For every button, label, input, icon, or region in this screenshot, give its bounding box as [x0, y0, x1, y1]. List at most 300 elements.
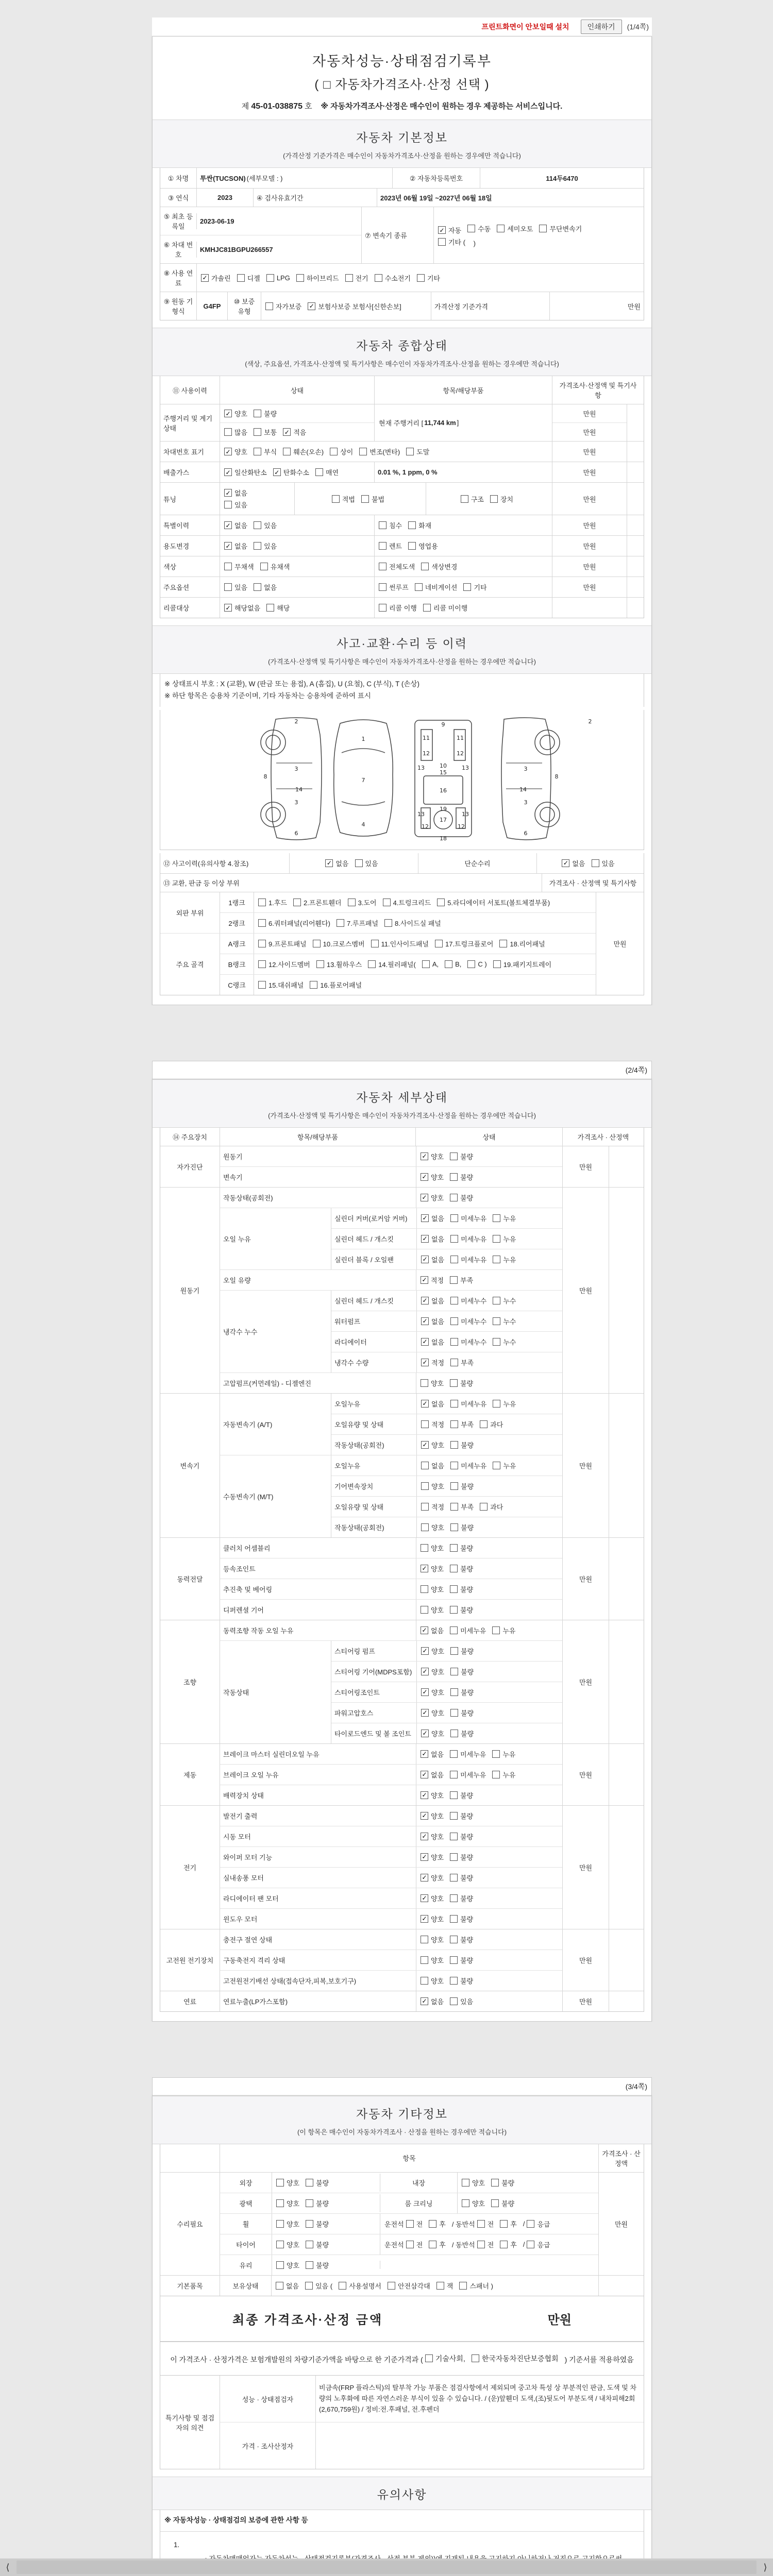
checkbox-unchecked-icon[interactable] [480, 1503, 488, 1511]
checkbox-option[interactable] [421, 1234, 444, 1244]
checkbox-unchecked-icon[interactable] [435, 940, 443, 947]
checkbox-option[interactable] [493, 959, 551, 969]
checkbox-unchecked-icon[interactable] [493, 1214, 500, 1222]
checkbox-unchecked-icon[interactable] [527, 2220, 534, 2228]
checkbox-unchecked-icon[interactable] [436, 2282, 444, 2290]
checkbox-unchecked-icon[interactable] [254, 583, 261, 591]
checkbox-option[interactable] [224, 603, 260, 613]
checkbox-option[interactable] [493, 1255, 516, 1264]
checkbox-option[interactable] [421, 1337, 444, 1347]
checkbox-unchecked-icon[interactable] [450, 1709, 458, 1717]
checkbox-option[interactable] [258, 959, 310, 969]
checkbox-unchecked-icon[interactable] [371, 940, 379, 947]
checkbox-unchecked-icon[interactable] [379, 563, 386, 570]
checkbox-checked-icon[interactable]: ✓ [421, 1833, 428, 1840]
checkbox-unchecked-icon[interactable] [450, 1647, 458, 1655]
checkbox-option[interactable] [450, 1749, 486, 1759]
checkbox-option[interactable] [266, 603, 290, 613]
checkbox-unchecked-icon[interactable] [421, 563, 429, 570]
checkbox-option[interactable] [224, 427, 247, 437]
checkbox-unchecked-icon[interactable] [429, 2241, 436, 2248]
checkbox-option[interactable] [379, 603, 417, 613]
checkbox-unchecked-icon[interactable] [276, 2261, 284, 2269]
checkbox-option[interactable] [450, 1955, 473, 1965]
checkbox-option[interactable] [492, 1625, 515, 1635]
checkbox-unchecked-icon[interactable] [450, 1214, 458, 1222]
checkbox-unchecked-icon[interactable] [450, 1256, 458, 1263]
checkbox-option[interactable] [406, 2219, 423, 2229]
checkbox-unchecked-icon[interactable] [408, 542, 416, 550]
checkbox-option[interactable] [421, 1358, 444, 1367]
checkbox-unchecked-icon[interactable] [421, 1606, 428, 1614]
checkbox-option[interactable] [421, 562, 457, 571]
checkbox-option[interactable] [450, 1172, 473, 1182]
checkbox-unchecked-icon[interactable] [276, 2179, 284, 2187]
checkbox-option[interactable] [224, 409, 247, 418]
checkbox-option[interactable] [421, 1749, 444, 1759]
checkbox-unchecked-icon[interactable] [379, 542, 386, 550]
checkbox-unchecked-icon[interactable] [337, 919, 344, 927]
checkbox-unchecked-icon[interactable] [462, 2179, 469, 2187]
checkbox-unchecked-icon[interactable] [491, 2199, 499, 2207]
checkbox-unchecked-icon[interactable] [450, 1977, 458, 1985]
checkbox-unchecked-icon[interactable] [330, 448, 338, 455]
checkbox-option[interactable] [306, 2178, 329, 2188]
checkbox-unchecked-icon[interactable] [527, 2241, 534, 2248]
checkbox-unchecked-icon[interactable] [305, 2282, 313, 2290]
checkbox-option[interactable] [450, 1316, 486, 1326]
checkbox-unchecked-icon[interactable] [375, 274, 382, 282]
checkbox-option[interactable] [421, 1955, 444, 1965]
checkbox-option[interactable] [450, 1378, 473, 1388]
checkbox-unchecked-icon[interactable] [437, 899, 445, 906]
checkbox-unchecked-icon[interactable] [492, 1750, 500, 1758]
checkbox-option[interactable] [539, 224, 582, 233]
checkbox-option[interactable] [450, 1543, 473, 1553]
checkbox-option[interactable] [450, 1625, 486, 1635]
checkbox-option[interactable] [421, 1605, 444, 1615]
checkbox-option[interactable] [421, 1213, 444, 1223]
checkbox-option[interactable] [421, 1522, 444, 1532]
checkbox-option[interactable] [493, 1461, 516, 1470]
checkbox-unchecked-icon[interactable] [450, 1565, 458, 1572]
checkbox-option[interactable] [224, 541, 247, 551]
checkbox-unchecked-icon[interactable] [450, 1235, 458, 1243]
checkbox-option[interactable] [450, 1914, 473, 1924]
checkbox-unchecked-icon[interactable] [293, 899, 301, 906]
checkbox-unchecked-icon[interactable] [421, 1977, 428, 1985]
checkbox-option[interactable] [450, 1976, 473, 1986]
checkbox-option[interactable] [355, 858, 378, 868]
checkbox-option[interactable] [592, 858, 615, 868]
scroll-left-icon[interactable]: ⟨ [6, 2562, 10, 2572]
checkbox-option[interactable] [450, 1255, 486, 1264]
checkbox-unchecked-icon[interactable] [477, 2220, 485, 2228]
checkbox-option[interactable] [450, 1481, 474, 1491]
horizontal-scrollbar[interactable] [0, 2558, 773, 2576]
checkbox-unchecked-icon[interactable] [265, 302, 273, 310]
checkbox-option[interactable] [254, 447, 277, 456]
checkbox-option[interactable] [461, 494, 484, 504]
checkbox-unchecked-icon[interactable] [422, 960, 430, 968]
checkbox-option[interactable] [421, 1378, 444, 1388]
checkbox-option[interactable] [421, 1893, 444, 1903]
checkbox-option[interactable] [421, 1255, 444, 1264]
checkbox-option[interactable] [421, 1564, 444, 1573]
checkbox-option[interactable] [450, 1873, 473, 1883]
checkbox-unchecked-icon[interactable] [421, 1482, 429, 1490]
checkbox-option[interactable] [421, 1832, 444, 1841]
checkbox-option[interactable] [438, 237, 465, 247]
checkbox-unchecked-icon[interactable] [491, 2179, 499, 2187]
checkbox-option[interactable] [408, 520, 431, 530]
checkbox-unchecked-icon[interactable] [450, 1730, 458, 1737]
checkbox-option[interactable] [421, 1790, 444, 1800]
checkbox-unchecked-icon[interactable] [254, 521, 261, 529]
checkbox-option[interactable] [379, 520, 402, 530]
checkbox-option[interactable] [266, 274, 290, 282]
checkbox-checked-icon[interactable]: ✓ [421, 1730, 429, 1737]
checkbox-unchecked-icon[interactable] [493, 960, 501, 968]
checkbox-unchecked-icon[interactable] [450, 1276, 458, 1284]
checkbox-option[interactable] [421, 1687, 444, 1697]
checkbox-checked-icon[interactable]: ✓ [421, 1173, 428, 1181]
checkbox-option[interactable] [254, 541, 277, 551]
checkbox-option[interactable] [421, 1296, 444, 1306]
checkbox-unchecked-icon[interactable] [421, 1420, 429, 1428]
checkbox-option[interactable] [379, 541, 402, 551]
checkbox-unchecked-icon[interactable] [306, 2199, 313, 2207]
checkbox-unchecked-icon[interactable] [421, 1503, 429, 1511]
checkbox-option[interactable] [450, 1151, 473, 1161]
checkbox-option[interactable] [306, 2240, 329, 2249]
checkbox-unchecked-icon[interactable] [406, 2220, 414, 2228]
checkbox-checked-icon[interactable]: ✓ [224, 521, 232, 529]
checkbox-unchecked-icon[interactable] [276, 2282, 283, 2290]
checkbox-checked-icon[interactable]: ✓ [421, 1565, 428, 1572]
checkbox-option[interactable] [348, 897, 377, 907]
checkbox-unchecked-icon[interactable] [492, 1771, 500, 1778]
checkbox-unchecked-icon[interactable] [450, 1338, 458, 1346]
checkbox-unchecked-icon[interactable] [254, 410, 261, 417]
checkbox-unchecked-icon[interactable] [477, 2241, 485, 2248]
checkbox-option[interactable] [462, 2178, 485, 2188]
checkbox-unchecked-icon[interactable] [306, 2179, 313, 2187]
checkbox-unchecked-icon[interactable] [490, 495, 498, 503]
checkbox-unchecked-icon[interactable] [461, 495, 468, 503]
checkbox-option[interactable] [438, 225, 461, 235]
checkbox-option[interactable] [283, 427, 306, 437]
checkbox-option[interactable] [472, 2353, 559, 2364]
checkbox-option[interactable] [467, 960, 486, 968]
checkbox-unchecked-icon[interactable] [368, 960, 376, 968]
checkbox-option[interactable] [450, 1584, 473, 1594]
checkbox-checked-icon[interactable]: ✓ [421, 1317, 429, 1325]
checkbox-unchecked-icon[interactable] [450, 1606, 458, 1614]
checkbox-unchecked-icon[interactable] [258, 940, 266, 947]
checkbox-option[interactable] [459, 2281, 493, 2291]
checkbox-option[interactable] [491, 2178, 514, 2188]
checkbox-checked-icon[interactable]: ✓ [224, 489, 232, 497]
checkbox-option[interactable] [491, 2198, 514, 2208]
checkbox-option[interactable] [450, 1811, 473, 1821]
checkbox-option[interactable] [276, 2198, 299, 2208]
checkbox-option[interactable] [425, 2353, 465, 2364]
checkbox-unchecked-icon[interactable] [450, 1833, 458, 1840]
checkbox-checked-icon[interactable]: ✓ [224, 542, 232, 550]
scrollbar-thumb[interactable] [16, 2561, 757, 2574]
checkbox-checked-icon[interactable]: ✓ [421, 1276, 428, 1284]
checkbox-option[interactable] [224, 467, 267, 477]
checkbox-unchecked-icon[interactable] [467, 960, 475, 968]
checkbox-option[interactable] [325, 858, 348, 868]
checkbox-unchecked-icon[interactable] [493, 1256, 500, 1263]
checkbox-unchecked-icon[interactable] [472, 2354, 479, 2362]
checkbox-option[interactable] [450, 1399, 486, 1409]
checkbox-unchecked-icon[interactable] [493, 1297, 500, 1304]
checkbox-checked-icon[interactable]: ✓ [273, 468, 281, 476]
checkbox-unchecked-icon[interactable] [459, 2282, 467, 2290]
checkbox-option[interactable] [276, 2178, 299, 2188]
checkbox-unchecked-icon[interactable] [379, 521, 386, 529]
checkbox-option[interactable] [480, 1502, 503, 1512]
checkbox-unchecked-icon[interactable] [462, 2199, 469, 2207]
checkbox-unchecked-icon[interactable] [539, 225, 547, 232]
checkbox-option[interactable] [421, 1481, 444, 1491]
checkbox-option[interactable] [313, 939, 365, 948]
checkbox-option[interactable] [224, 520, 247, 530]
checkbox-unchecked-icon[interactable] [306, 2261, 313, 2269]
checkbox-unchecked-icon[interactable] [450, 1379, 458, 1387]
checkbox-unchecked-icon[interactable] [450, 1317, 458, 1325]
checkbox-option[interactable] [429, 2219, 446, 2229]
scroll-right-icon[interactable]: ⟩ [763, 2562, 767, 2572]
checkbox-checked-icon[interactable]: ✓ [421, 1194, 428, 1201]
checkbox-unchecked-icon[interactable] [450, 1874, 458, 1882]
checkbox-unchecked-icon[interactable] [467, 225, 475, 232]
checkbox-option[interactable] [421, 1708, 444, 1718]
checkbox-option[interactable] [421, 1996, 444, 2006]
checkbox-unchecked-icon[interactable] [450, 1750, 458, 1758]
checkbox-unchecked-icon[interactable] [421, 1462, 429, 1469]
checkbox-checked-icon[interactable]: ✓ [562, 859, 569, 867]
checkbox-unchecked-icon[interactable] [306, 2241, 313, 2248]
checkbox-unchecked-icon[interactable] [499, 940, 507, 947]
checkbox-option[interactable] [500, 2240, 517, 2249]
checkbox-unchecked-icon[interactable] [450, 1668, 458, 1675]
checkbox-option[interactable] [492, 1749, 515, 1759]
checkbox-option[interactable] [497, 224, 533, 233]
checkbox-option[interactable] [450, 1419, 474, 1429]
checkbox-option[interactable] [463, 582, 486, 592]
checkbox-unchecked-icon[interactable] [310, 981, 317, 989]
checkbox-unchecked-icon[interactable] [450, 1894, 458, 1902]
checkbox-unchecked-icon[interactable] [388, 2282, 395, 2290]
checkbox-unchecked-icon[interactable] [260, 563, 268, 570]
checkbox-unchecked-icon[interactable] [450, 1194, 458, 1201]
checkbox-unchecked-icon[interactable] [450, 1544, 458, 1552]
checkbox-option[interactable] [254, 409, 277, 418]
checkbox-unchecked-icon[interactable] [450, 1997, 458, 2005]
checkbox-option[interactable] [421, 1172, 444, 1182]
checkbox-option[interactable] [224, 562, 254, 571]
checkbox-unchecked-icon[interactable] [450, 1441, 458, 1449]
checkbox-option[interactable] [500, 2219, 517, 2229]
checkbox-unchecked-icon[interactable] [421, 1544, 428, 1552]
checkbox-unchecked-icon[interactable] [423, 604, 431, 612]
checkbox-unchecked-icon[interactable] [266, 274, 274, 282]
checkbox-unchecked-icon[interactable] [500, 2241, 508, 2248]
checkbox-checked-icon[interactable]: ✓ [438, 226, 446, 234]
checkbox-option[interactable] [477, 2219, 494, 2229]
checkbox-option[interactable] [421, 1852, 444, 1862]
checkbox-option[interactable] [421, 1502, 444, 1512]
checkbox-option[interactable] [265, 301, 301, 311]
checkbox-option[interactable] [359, 447, 400, 456]
checkbox-unchecked-icon[interactable] [316, 960, 324, 968]
checkbox-option[interactable] [493, 1213, 516, 1223]
checkbox-checked-icon[interactable]: ✓ [224, 410, 232, 417]
checkbox-option[interactable] [445, 960, 461, 968]
checkbox-unchecked-icon[interactable] [339, 2282, 346, 2290]
checkbox-option[interactable] [406, 447, 429, 456]
checkbox-option[interactable] [450, 1522, 474, 1532]
checkbox-unchecked-icon[interactable] [332, 495, 340, 503]
checkbox-unchecked-icon[interactable] [493, 1400, 500, 1408]
checkbox-option[interactable] [450, 1461, 486, 1470]
checkbox-unchecked-icon[interactable] [463, 583, 471, 591]
checkbox-option[interactable] [421, 1399, 444, 1409]
checkbox-checked-icon[interactable]: ✓ [308, 302, 315, 310]
checkbox-unchecked-icon[interactable] [296, 274, 304, 282]
checkbox-option[interactable] [306, 2219, 329, 2229]
checkbox-option[interactable] [361, 494, 384, 504]
checkbox-option[interactable] [421, 1440, 444, 1450]
checkbox-unchecked-icon[interactable] [276, 2241, 284, 2248]
checkbox-checked-icon[interactable]: ✓ [201, 274, 209, 282]
checkbox-option[interactable] [492, 1770, 515, 1780]
checkbox-option[interactable] [421, 1770, 444, 1780]
checkbox-unchecked-icon[interactable] [406, 448, 414, 455]
checkbox-unchecked-icon[interactable] [254, 448, 261, 455]
checkbox-option[interactable] [421, 1584, 444, 1594]
checkbox-option[interactable] [283, 447, 324, 456]
checkbox-option[interactable] [330, 447, 353, 456]
checkbox-option[interactable] [383, 897, 431, 907]
checkbox-option[interactable] [310, 980, 362, 990]
checkbox-option[interactable] [421, 1811, 444, 1821]
checkbox-option[interactable] [493, 1234, 516, 1244]
checkbox-option[interactable] [254, 520, 277, 530]
checkbox-checked-icon[interactable]: ✓ [421, 1256, 429, 1263]
checkbox-option[interactable] [450, 1564, 473, 1573]
checkbox-checked-icon[interactable]: ✓ [421, 1153, 428, 1160]
checkbox-option[interactable] [421, 1151, 444, 1161]
checkbox-option[interactable] [201, 273, 231, 283]
checkbox-unchecked-icon[interactable] [592, 859, 599, 867]
checkbox-unchecked-icon[interactable] [254, 428, 261, 436]
checkbox-checked-icon[interactable]: ✓ [421, 1750, 428, 1758]
checkbox-unchecked-icon[interactable] [276, 2199, 284, 2207]
checkbox-unchecked-icon[interactable] [258, 919, 266, 927]
checkbox-option[interactable] [379, 582, 409, 592]
checkbox-option[interactable] [421, 1646, 444, 1656]
checkbox-option[interactable] [379, 562, 415, 571]
checkbox-option[interactable] [388, 2281, 430, 2291]
checkbox-unchecked-icon[interactable] [283, 448, 291, 455]
checkbox-checked-icon[interactable]: ✓ [283, 428, 291, 436]
checkbox-unchecked-icon[interactable] [361, 495, 369, 503]
checkbox-option[interactable] [258, 897, 287, 907]
checkbox-checked-icon[interactable]: ✓ [224, 468, 232, 476]
checkbox-option[interactable] [435, 939, 493, 948]
checkbox-unchecked-icon[interactable] [450, 1297, 458, 1304]
checkbox-checked-icon[interactable]: ✓ [421, 1874, 428, 1882]
checkbox-checked-icon[interactable]: ✓ [421, 1915, 428, 1923]
checkbox-unchecked-icon[interactable] [383, 899, 391, 906]
checkbox-option[interactable] [258, 980, 304, 990]
checkbox-unchecked-icon[interactable] [379, 604, 386, 612]
checkbox-unchecked-icon[interactable] [450, 1626, 458, 1634]
checkbox-option[interactable] [421, 1419, 444, 1429]
checkbox-option[interactable] [477, 2240, 494, 2249]
checkbox-checked-icon[interactable]: ✓ [421, 1647, 429, 1655]
checkbox-unchecked-icon[interactable] [421, 1956, 428, 1964]
checkbox-option[interactable] [421, 1667, 444, 1676]
checkbox-option[interactable] [422, 960, 439, 968]
checkbox-unchecked-icon[interactable] [450, 1462, 458, 1469]
checkbox-unchecked-icon[interactable] [276, 2220, 284, 2228]
checkbox-option[interactable] [421, 1625, 444, 1635]
checkbox-option[interactable] [332, 494, 355, 504]
checkbox-option[interactable] [423, 603, 467, 613]
checkbox-option[interactable] [499, 939, 545, 948]
checkbox-unchecked-icon[interactable] [450, 1812, 458, 1820]
checkbox-unchecked-icon[interactable] [224, 501, 232, 509]
checkbox-option[interactable] [493, 1337, 516, 1347]
checkbox-unchecked-icon[interactable] [258, 981, 266, 989]
checkbox-option[interactable] [437, 897, 550, 907]
checkbox-option[interactable] [450, 1687, 474, 1697]
checkbox-option[interactable] [493, 1316, 516, 1326]
checkbox-option[interactable] [450, 1605, 473, 1615]
checkbox-option[interactable] [493, 1399, 516, 1409]
checkbox-option[interactable] [421, 1543, 444, 1553]
checkbox-option[interactable] [306, 2260, 329, 2270]
checkbox-option[interactable] [450, 1358, 474, 1367]
checkbox-unchecked-icon[interactable] [224, 428, 232, 436]
checkbox-option[interactable] [258, 918, 330, 928]
checkbox-checked-icon[interactable]: ✓ [421, 1771, 428, 1778]
checkbox-unchecked-icon[interactable] [500, 2220, 508, 2228]
checkbox-unchecked-icon[interactable] [421, 1936, 428, 1943]
checkbox-option[interactable] [421, 1976, 444, 1986]
checkbox-unchecked-icon[interactable] [450, 1420, 458, 1428]
checkbox-unchecked-icon[interactable] [315, 468, 323, 476]
checkbox-checked-icon[interactable]: ✓ [224, 604, 232, 612]
checkbox-checked-icon[interactable]: ✓ [421, 1297, 429, 1304]
checkbox-unchecked-icon[interactable] [450, 1359, 458, 1366]
checkbox-checked-icon[interactable]: ✓ [224, 448, 232, 455]
checkbox-unchecked-icon[interactable] [345, 274, 353, 282]
checkbox-checked-icon[interactable]: ✓ [325, 859, 333, 867]
checkbox-unchecked-icon[interactable] [450, 1503, 458, 1511]
checkbox-option[interactable] [421, 1935, 444, 1944]
checkbox-unchecked-icon[interactable] [493, 1462, 500, 1469]
checkbox-option[interactable] [276, 2240, 299, 2249]
checkbox-checked-icon[interactable]: ✓ [421, 1853, 428, 1861]
checkbox-option[interactable] [421, 1461, 444, 1470]
